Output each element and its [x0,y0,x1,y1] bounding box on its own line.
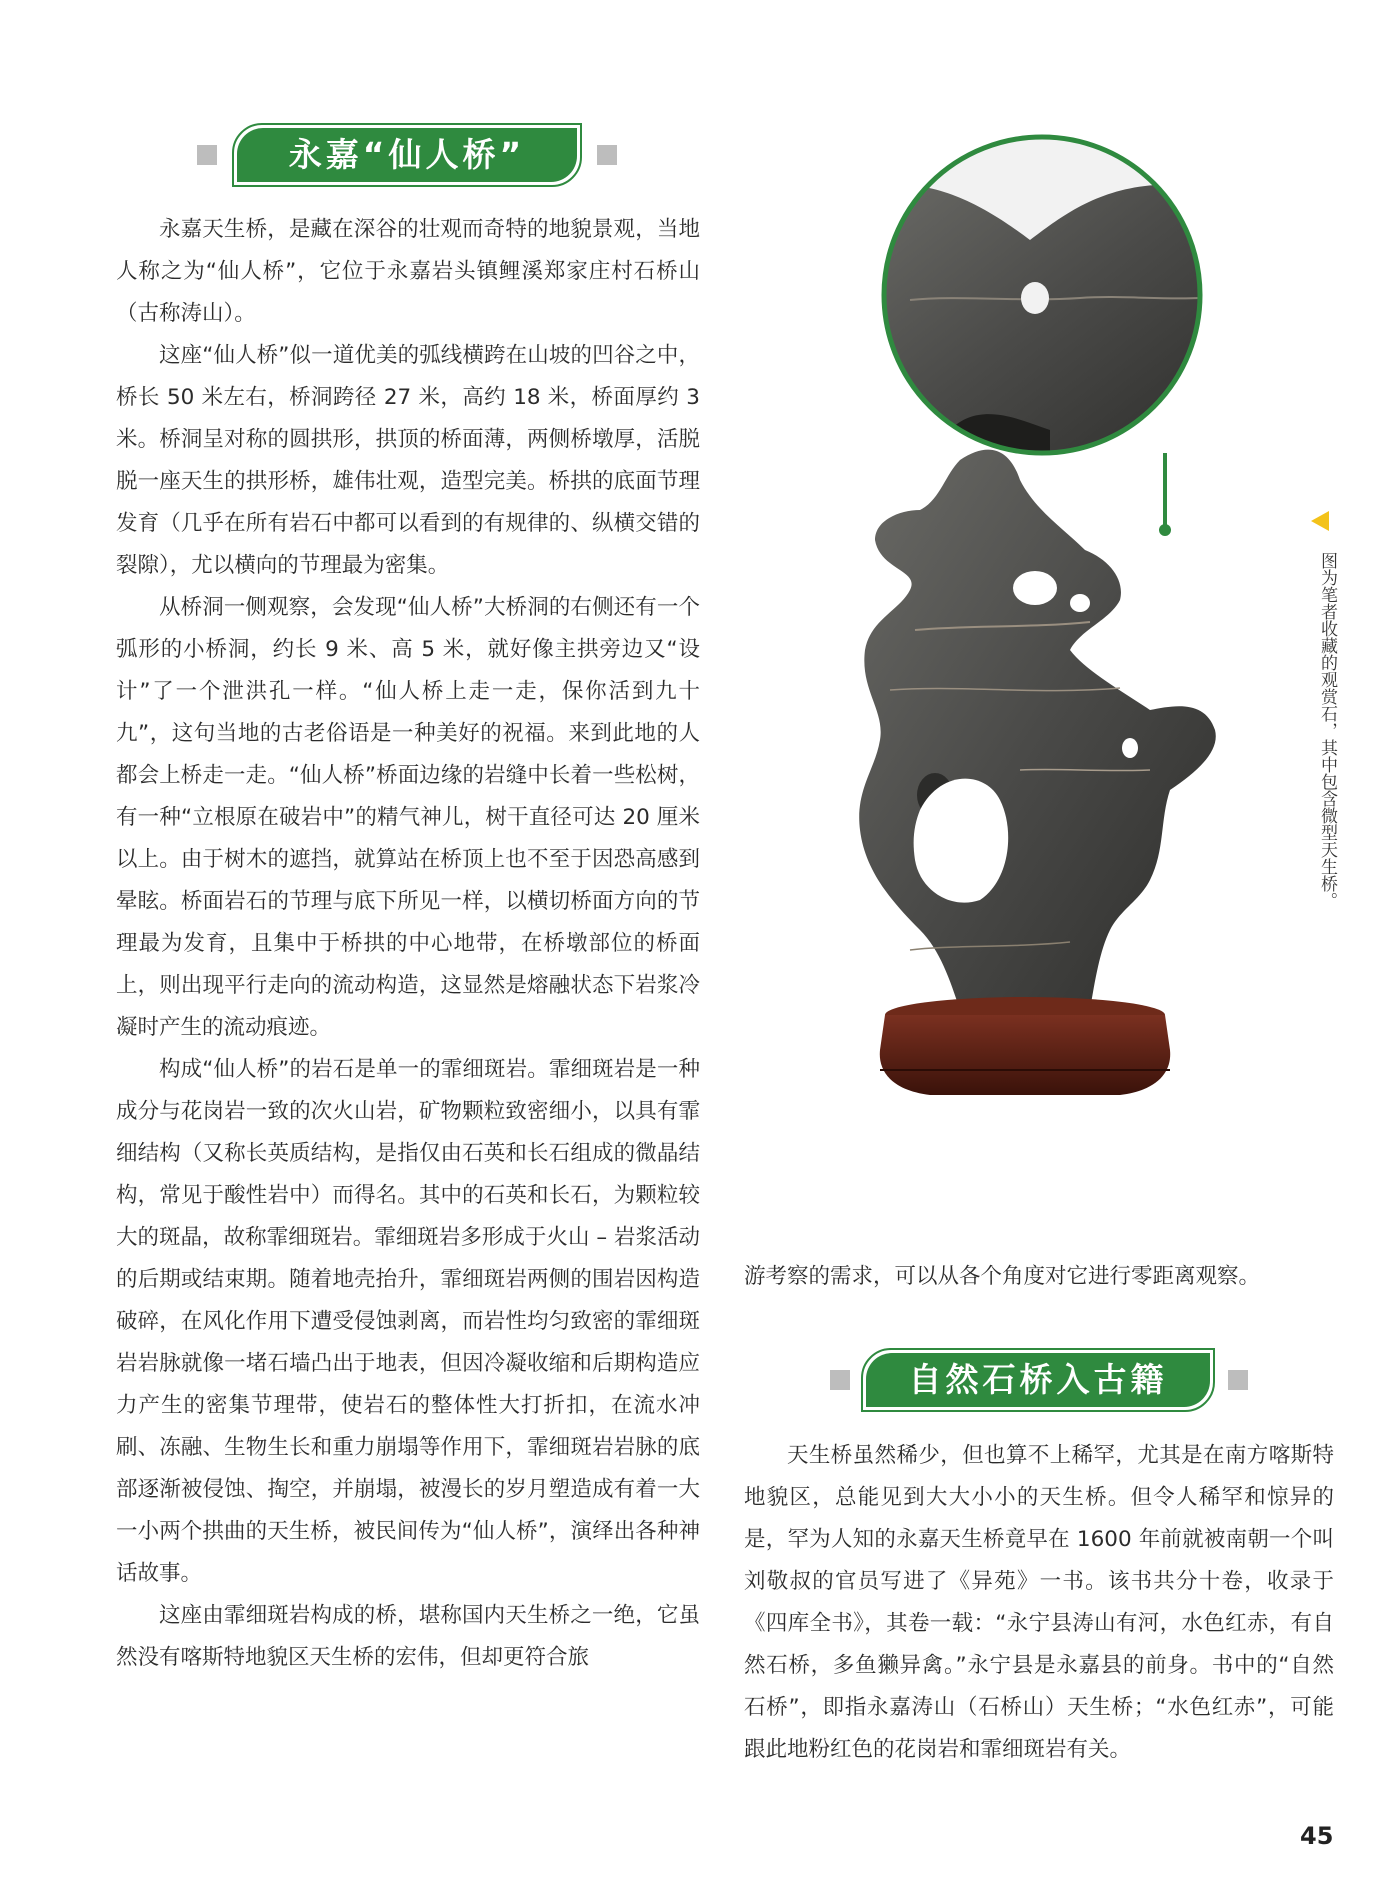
section-title-banner-1 [197,128,617,182]
page-number: 45 [1300,1822,1334,1850]
paragraph: 构成“仙人桥”的岩石是单一的霏细斑岩。霏细斑岩是一种成分与花岗岩一致的次火山岩，矿物颗粒致密细小，以具有霏细结构（又称长英质结构，是指仅由石英和长石组成的微晶结构，常见于酸性岩中）而得名。其中的石英和长石，为颗粒较大的斑晶，故称霏细斑岩。霏细斑岩多形成于火山 – 岩浆活动的后期或结束期。随着地壳抬升，霏细斑岩两侧的围岩因构造破碎，在风化作用下遭受侵蚀剥离，而岩性均匀致密的霏细斑岩岩脉就像一堵石墙凸出于地表，但因冷凝收缩和后期构造应力产生的密集节理带，使岩石的整体性大打折扣，在流水冲刷、冻融、生物生长和重力崩塌等作用下，霏细斑岩岩脉的底部逐渐被侵蚀、掏空，并崩塌，被漫长的岁月塑造成有着一大一小两个拱曲的天生桥，被民间传为“仙人桥”，演绎出各种神话故事。 [116,1057,700,1586]
paragraph: 这座“仙人桥”似一道优美的弧线横跨在山坡的凹谷之中，桥长 50 米左右，桥洞跨径 27 米，高约 18 米，桥面厚约 3 米。桥洞呈对称的圆拱形，拱顶的桥面薄，两侧桥墩厚，活脱脱一座天生的拱形桥，雄伟壮观，造型完美。桥拱的底面节理发育（几乎在所有岩石中都可以看到的有规律的、纵横交错的裂隙），尤以横向的节理最为密集。 [116,343,700,578]
paragraph: 永嘉天生桥，是藏在深谷的壮观而奇特的地貌景观，当地人称之为“仙人桥”，它位于永嘉岩头镇鲤溪郑家庄村石桥山（古称涛山）。 [116,217,700,326]
zoom-inset-lens [860,130,1220,536]
paragraph: 从桥洞一侧观察，会发现“仙人桥”大桥洞的右侧还有一个弧形的小桥洞，约长 9 米、高 5 米，就好像主拱旁边又“设计”了一个泄洪孔一样。“仙人桥上走一走，保你活到九十九”，这句当地的古老俗语是一种美好的祝福。来到此地的人都会上桥走一走。“仙人桥”桥面边缘的岩缝中长着一些松树，有一种“立根原在破岩中”的精气神儿，树干直径可达 20 厘米以上。由于树木的遮挡，就算站在桥顶上也不至于因恐高感到晕眩。桥面岩石的节理与底下所见一样，以横切桥面方向的节理最为发育，且集中于桥拱的中心地带，在桥墩部位的桥面上，则出现平行走向的流动构造，这显然是熔融状态下岩浆冷凝时产生的流动痕迹。 [116,595,700,1040]
wooden-base [880,997,1170,1095]
paragraph: 天生桥虽然稀少，但也算不上稀罕，尤其是在南方喀斯特地貌区，总能见到大大小小的天生桥。但令人稀罕和惊异的是，罕为人知的永嘉天生桥竟早在 1600 年前就被南朝一个叫刘敬叔的官员写进了《异苑》一书。该书共分十卷，收录于《四库全书》，其卷一载：“永宁县涛山有河，水色红赤，有自然石桥，多鱼獭异禽。”永宁县是永嘉县的前身。书中的“自然石桥”，即指永嘉涛山（石桥山）天生桥；“水色红赤”，可能跟此地粉红色的花岗岩和霏细斑岩有关。 [744,1443,1334,1762]
left-column [116,209,700,1679]
paragraph: 这座由霏细斑岩构成的桥，堪称国内天生桥之一绝，它虽然没有喀斯特地貌区天生桥的宏伟，但却更符合旅 [116,1603,700,1670]
ornamental-stone-figure [820,130,1340,1190]
decor-square-left [830,1370,850,1390]
decor-square-right [597,145,617,165]
section-title-1: 永嘉“仙人桥” [237,128,577,182]
right-column-continuation [744,1256,1334,1298]
right-column [744,1435,1334,1771]
figure-caption: 图为笔者收藏的观赏石，其中包含微型天生桥。 [1317,552,1337,909]
section-title-banner-2 [830,1353,1250,1407]
decor-square-right [1228,1370,1248,1390]
paragraph-continuation: 游考察的需求，可以从各个角度对它进行零距离观察。 [744,1264,1261,1289]
section-title-2: 自然石桥入古籍 [866,1353,1210,1407]
caption-arrow-icon [1311,511,1329,531]
decor-square-left [197,145,217,165]
